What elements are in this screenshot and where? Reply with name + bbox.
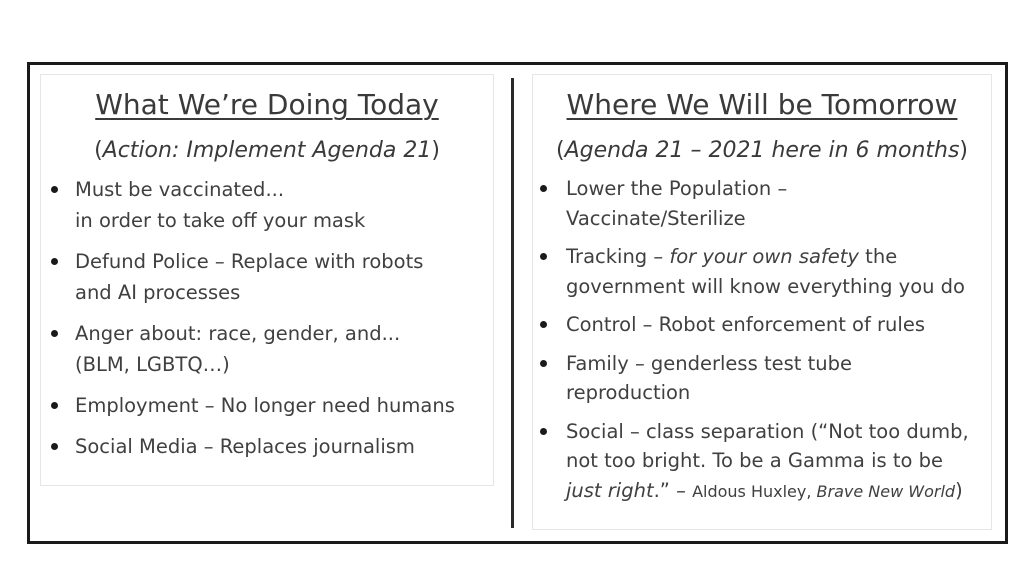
bullet-list (41, 174, 493, 462)
column-divider (511, 78, 514, 528)
item-text: ) (955, 478, 963, 502)
paren-open: ( (94, 138, 103, 163)
quote-book: Brave New World (816, 481, 956, 501)
item-line: Employment – No longer need humans (75, 394, 455, 417)
item-line: Control – Robot enforcement of rules (566, 313, 925, 336)
quote-author: Aldous Huxley, (692, 481, 817, 501)
list-item (41, 431, 493, 462)
paren-close: ) (959, 138, 969, 163)
paren-close: ) (431, 138, 440, 163)
item-line: Anger about: race, gender, and... (75, 322, 401, 345)
list-item (533, 310, 991, 340)
panel-subtitle (41, 136, 493, 166)
item-line: not too bright. To be a Gamma is to be (566, 449, 944, 472)
bullet-icon (51, 402, 58, 409)
bullet-icon (51, 186, 58, 193)
list-item (533, 417, 991, 507)
bullet-icon (540, 321, 547, 328)
bullet-icon (540, 360, 547, 367)
panel-subtitle (533, 136, 991, 166)
panel-title: What We’re Doing Today (95, 88, 439, 121)
panel-title: Where We Will be Tomorrow (566, 88, 958, 121)
item-line: (BLM, LGBTQ…) (75, 353, 230, 376)
panel-today (40, 74, 494, 486)
bullet-icon (51, 443, 58, 450)
list-item (533, 242, 991, 301)
item-line: and AI processes (75, 281, 241, 304)
list-item (41, 318, 493, 380)
item-line: reproduction (566, 381, 691, 404)
bullet-icon (540, 253, 547, 260)
bullet-icon (51, 258, 58, 265)
item-text: .” – (653, 478, 693, 502)
item-line: in order to take off your mask (75, 209, 366, 232)
bullet-icon (540, 185, 547, 192)
item-text: the (858, 245, 898, 268)
bullet-icon (540, 428, 547, 435)
item-line: Social – class separation (“Not too dumb, (566, 419, 969, 443)
item-line: Family – genderless test tube (566, 351, 852, 375)
bullet-list (533, 174, 991, 506)
list-item (41, 390, 493, 421)
item-line (566, 242, 991, 272)
item-line: Defund Police – Replace with robots (75, 250, 424, 273)
item-line (566, 476, 991, 507)
bullet-icon (51, 330, 58, 337)
list-item (533, 174, 991, 233)
list-item (41, 174, 493, 236)
item-line: Must be vaccinated... (75, 178, 285, 201)
list-item (533, 349, 991, 408)
item-italic: for your own safety (669, 245, 859, 268)
item-line: Lower the Population – (566, 177, 788, 200)
item-text: Tracking – (566, 245, 670, 268)
item-italic: just right (566, 478, 654, 502)
subtitle-italic: Action: Implement Agenda 21 (102, 138, 432, 163)
item-line: government will know everything you do (566, 274, 965, 298)
item-line: Social Media – Replaces journalism (75, 435, 415, 458)
subtitle-italic: Agenda 21 – 2021 here in 6 months (564, 138, 960, 163)
panel-tomorrow (532, 74, 992, 530)
paren-open: ( (555, 138, 565, 163)
item-line: Vaccinate/Sterilize (566, 206, 746, 230)
list-item (41, 246, 493, 308)
